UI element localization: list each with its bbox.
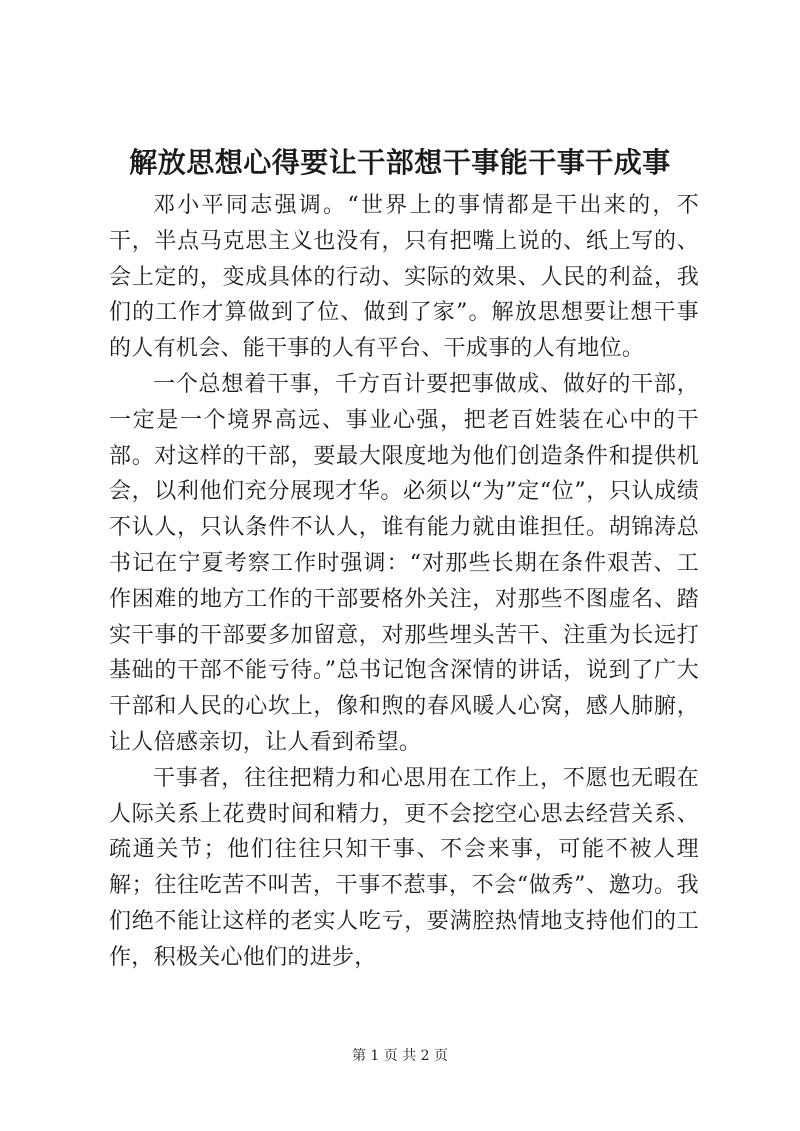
paragraph: 一个总想着干事，千方百计要把事做成、做好的干部，一定是一个境界高远、事业心强，把老百姓装在心中的干部。对这样的干部，要最大限度地为他们创造条件和提供机会，以利他们充分展现才华。必须以“为”定“位”，只认成绩不认人，只认条件不认人，谁有能力就由谁担任。胡锦涛总书记在宁夏考察工作时强调：“对那些长期在条件艰苦、工作困难的地方工作的干部要格外关注，对那些不图虚名、踏实干事的干部要多加留意，对那些埋头苦干、注重为长远打基础的干部不能亏待。”总书记饱含深情的讲话，说到了广大干部和人民的心坎上，像和煦的春风暖人心窝，感人肺腑，让人倍感亲切，让人看到希望。 bbox=[109, 371, 699, 755]
document-body bbox=[109, 188, 699, 976]
document-title: 解放思想心得要让干部想干事能干事干成事 bbox=[129, 146, 671, 179]
paragraph: 干事者，往往把精力和心思用在工作上，不愿也无暇在人际关系上花费时间和精力，更不会挖空心思去经营关系、疏通关节；他们往往只知干事、不会来事，可能不被人理解；往往吃苦不叫苦，干事不惹事，不会“做秀”、邀功。我们绝不能让这样的老实人吃亏，要满腔热情地支持他们的工作，积极关心他们的进步， bbox=[109, 765, 699, 970]
paragraph: 邓小平同志强调。“世界上的事情都是干出来的，不干，半点马克思主义也没有，只有把嘴上说的、纸上写的、会上定的，变成具体的行动、实际的效果、人民的利益，我们的工作才算做到了位、做到了家”。解放思想要让想干事的人有机会、能干事的人有平台、干成事的人有地位。 bbox=[109, 193, 699, 362]
page-footer: 第 1 页 共 2 页 bbox=[351, 1048, 449, 1064]
